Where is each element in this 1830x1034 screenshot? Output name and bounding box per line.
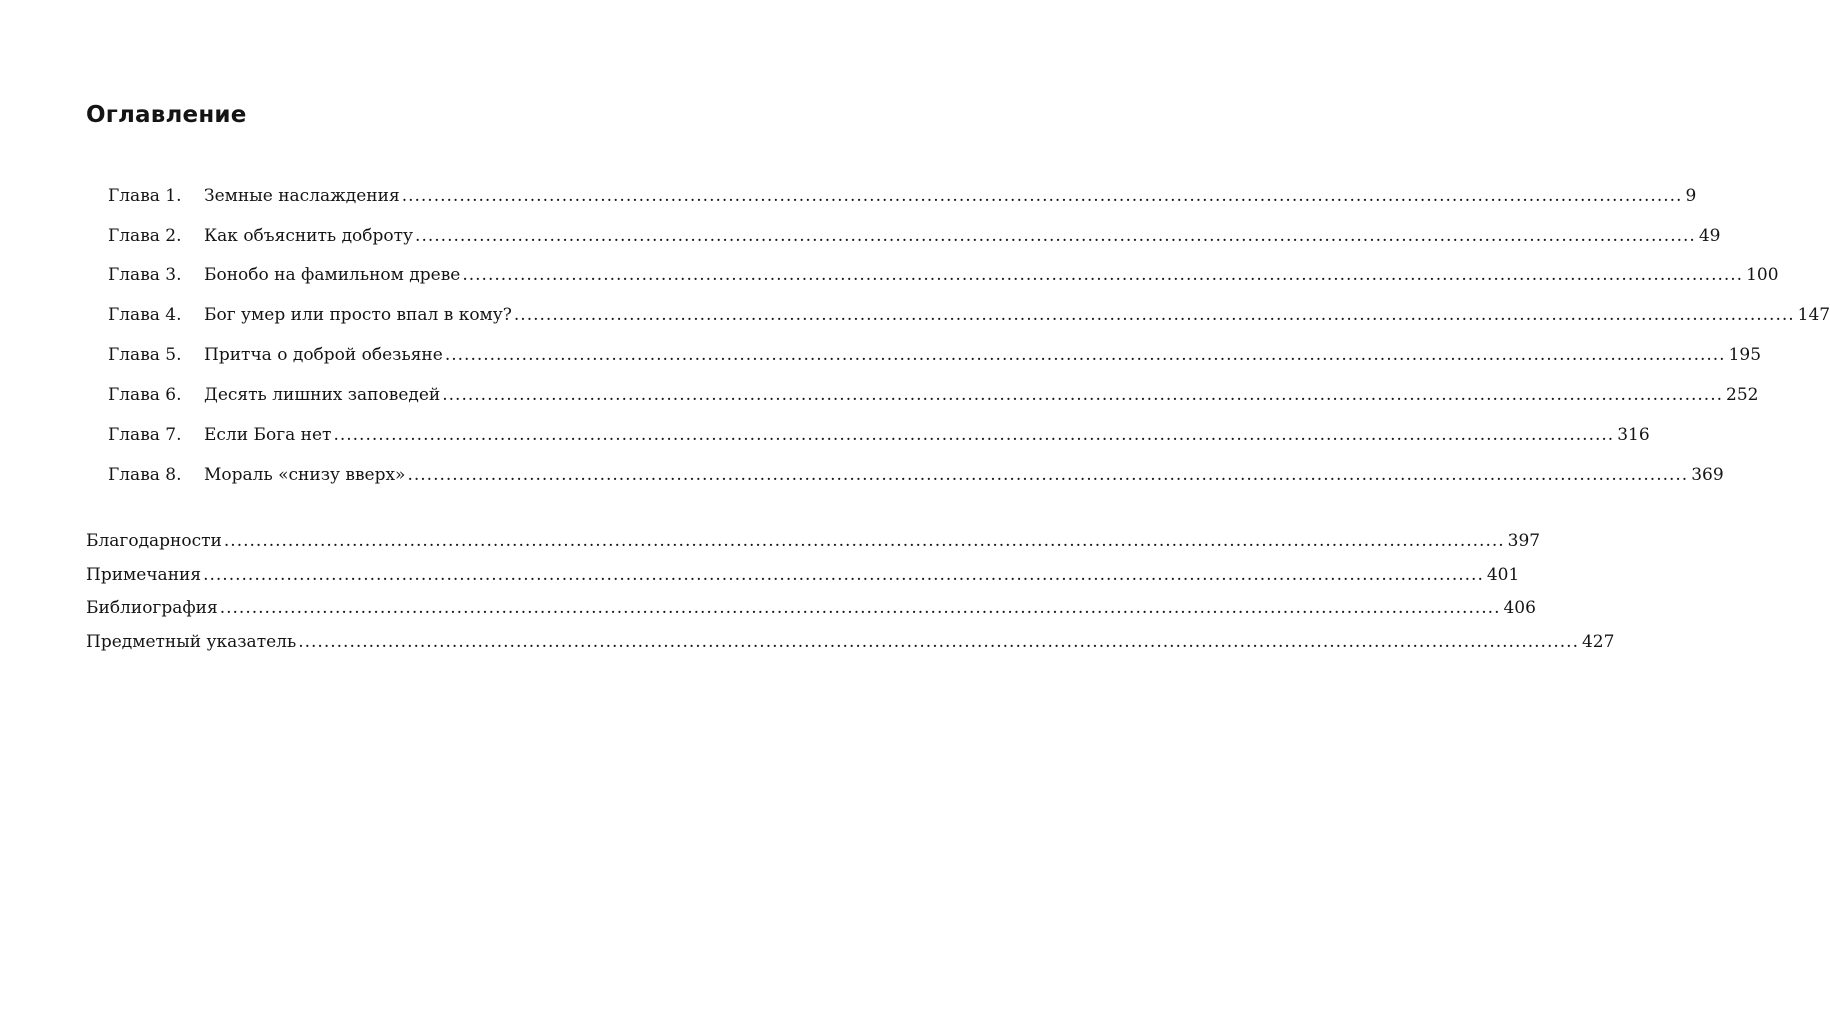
page-number: 49 <box>1698 226 1721 246</box>
entry-title: Предметный указатель <box>86 632 297 652</box>
entry-title: Благодарности <box>86 531 222 551</box>
chapter-number: Глава 6. <box>108 385 182 405</box>
chapter-title: Как объяснить доброту <box>204 226 414 246</box>
dot-leader: ........................................................................................................................................................................................................ <box>442 385 1724 405</box>
dot-leader: ........................................................................................................................................................................................................ <box>401 186 1683 206</box>
dot-leader: ........................................................................................................................................................................................................ <box>444 345 1726 365</box>
dot-leader: ........................................................................................................................................................................................................ <box>462 265 1744 285</box>
dot-leader: ........................................................................................................................................................................................................ <box>513 305 1795 325</box>
toc-entry-chapter-3[interactable] <box>108 263 1779 287</box>
chapter-title: Бонобо на фамильном древе <box>204 265 461 285</box>
chapter-number: Глава 7. <box>108 425 182 445</box>
toc-entry-chapter-8[interactable] <box>108 463 1724 487</box>
page-number: 9 <box>1685 186 1697 206</box>
page-number: 401 <box>1486 565 1520 585</box>
page-number: 195 <box>1728 345 1762 365</box>
entry-title: Примечания <box>86 565 202 585</box>
chapter-number: Глава 1. <box>108 186 182 206</box>
toc-entry-chapter-5[interactable] <box>108 343 1762 367</box>
chapter-number: Глава 2. <box>108 226 182 246</box>
page-number: 316 <box>1617 425 1650 445</box>
page-number: 397 <box>1507 531 1541 551</box>
chapter-number: Глава 3. <box>108 265 182 285</box>
toc-entry-notes[interactable] <box>86 563 1520 587</box>
chapter-number: Глава 5. <box>108 345 182 365</box>
toc-entry-chapter-1[interactable] <box>108 184 1697 208</box>
chapter-title: Десять лишних заповедей <box>204 385 441 405</box>
dot-leader: ........................................................................................................................................................................................................ <box>219 598 1501 618</box>
page-number: 252 <box>1726 385 1759 405</box>
dot-leader: ........................................................................................................................................................................................................ <box>223 531 1505 551</box>
chapter-title: Земные наслаждения <box>204 186 400 206</box>
dot-leader: ........................................................................................................................................................................................................ <box>203 565 1484 585</box>
page-number: 406 <box>1503 598 1536 618</box>
chapter-title: Притча о доброй обезьяне <box>204 345 443 365</box>
chapter-title: Мораль «снизу вверх» <box>204 465 406 485</box>
toc-entry-acknowledgements[interactable] <box>86 529 1541 553</box>
entry-title: Библиография <box>86 598 218 618</box>
toc-entry-subject-index[interactable] <box>86 630 1615 654</box>
page-number: 100 <box>1746 265 1779 285</box>
dot-leader: ........................................................................................................................................................................................................ <box>298 632 1579 652</box>
toc-entry-chapter-2[interactable] <box>108 224 1721 248</box>
toc-entry-chapter-4[interactable] <box>108 303 1830 327</box>
chapter-title: Если Бога нет <box>204 425 332 445</box>
page-number: 369 <box>1691 465 1724 485</box>
chapter-number: Глава 4. <box>108 305 182 325</box>
dot-leader: ........................................................................................................................................................................................................ <box>333 425 1615 445</box>
dot-leader: ........................................................................................................................................................................................................ <box>407 465 1689 485</box>
toc-entry-chapter-7[interactable] <box>108 423 1650 447</box>
toc-heading: Оглавление <box>86 102 247 128</box>
toc-entry-chapter-6[interactable] <box>108 383 1759 407</box>
page-number: 147 <box>1797 305 1830 325</box>
dot-leader: ........................................................................................................................................................................................................ <box>415 226 1696 246</box>
chapter-number: Глава 8. <box>108 465 182 485</box>
toc-entry-bibliography[interactable] <box>86 596 1536 620</box>
page-number: 427 <box>1581 632 1615 652</box>
chapter-title: Бог умер или просто впал в кому? <box>204 305 512 325</box>
